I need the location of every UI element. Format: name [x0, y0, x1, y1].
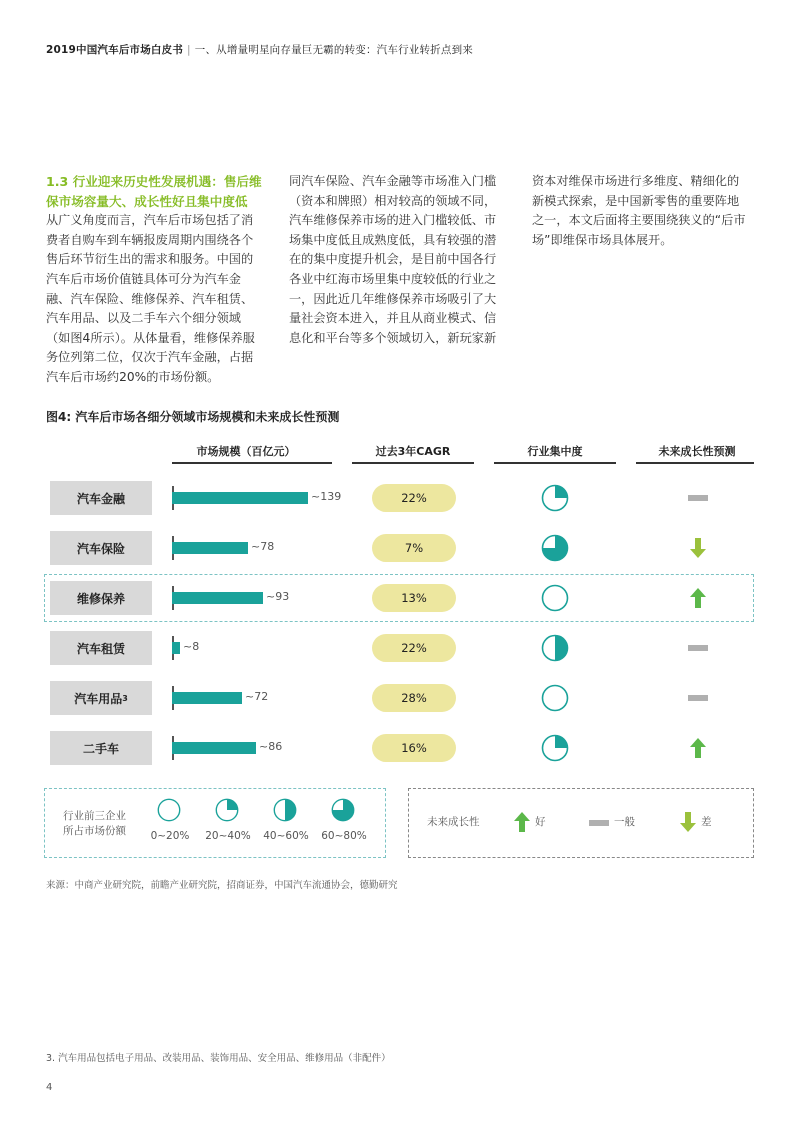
- row-label: [50, 531, 152, 565]
- arrow-down-icon: [689, 537, 707, 559]
- header-separator: |: [187, 44, 191, 56]
- market-size-bar: [172, 742, 256, 754]
- market-size-label: ~72: [245, 690, 269, 703]
- concentration-indicator: [541, 634, 569, 662]
- row-label-text: 汽车金融: [76, 491, 125, 506]
- row-label: [50, 481, 152, 515]
- header-underline: [172, 462, 332, 464]
- row-label-text: 汽车保险: [76, 541, 125, 556]
- arrow-up-icon: [513, 811, 531, 833]
- legend-growth-label: 未来成长性: [427, 816, 480, 828]
- market-size-label: ~93: [266, 590, 290, 603]
- legend-pie: [215, 798, 239, 822]
- legend-concentration-label-line1: 行业前三企业: [63, 810, 126, 822]
- column-2-paragraph: 同汽车保险、汽车金融等市场准入门槛（资本和牌照）相对较高的领域不同，汽车维修保养市场的进入门槛较低、市场集中度低且成熟度低，具有较强的潜在的集中度提升机会，是目前中国各行各业中红海市场里集中度较低的行业之一，因此近几年维修保养市场吸引了大量社会资本进入，并且从商业模式、信息化和平台等多个领域切入，新玩家新: [289, 174, 497, 345]
- row-label: [50, 581, 152, 615]
- figure-source: 来源：中商产业研究院，前瞻产业研究院，招商证券，中国汽车流通协会，德勤研究: [46, 880, 398, 891]
- header-concentration: 行业集中度: [527, 445, 583, 458]
- legend-concentration-label-line2: 所占市场份额: [63, 825, 126, 837]
- page-number: 4: [46, 1082, 53, 1093]
- cagr-pill: 7%: [372, 534, 456, 562]
- legend-average-label: 一般: [614, 816, 635, 828]
- legend-pie: [331, 798, 355, 822]
- concentration-indicator: [541, 484, 569, 512]
- pie-chart-icon: [541, 634, 569, 662]
- market-size-bar: [172, 592, 263, 604]
- running-header: [46, 42, 473, 57]
- pie-chart-icon: [541, 484, 569, 512]
- pie-chart-icon: [331, 798, 355, 822]
- text-column-1: [46, 172, 264, 388]
- legend-good-label: 好: [535, 816, 546, 828]
- pie-chart-icon: [541, 584, 569, 612]
- concentration-indicator: [541, 534, 569, 562]
- market-size-bar: [172, 542, 248, 554]
- legend-pie-label: 20~40%: [205, 830, 251, 842]
- market-size-label: ~139: [311, 490, 342, 503]
- arrow-up-icon: [689, 587, 707, 609]
- legend-growth: [408, 788, 754, 858]
- cagr-pill: 22%: [372, 634, 456, 662]
- pie-chart-icon: [541, 684, 569, 712]
- legend-poor-label: 差: [701, 816, 712, 828]
- cagr-pill: 13%: [372, 584, 456, 612]
- column-3-paragraph: 资本对维保市场进行多维度、精细化的新模式探索，是中国新零售的重要阵地之一，本文后面将主要围绕狭义的“后市场”即维保市场具体展开。: [532, 174, 746, 247]
- cagr-pill: 16%: [372, 734, 456, 762]
- header-underline: [494, 462, 616, 464]
- pie-chart-icon: [273, 798, 297, 822]
- legend-concentration-label: [63, 809, 126, 839]
- pie-chart-icon: [157, 798, 181, 822]
- legend-pie: [273, 798, 297, 822]
- concentration-indicator: [541, 734, 569, 762]
- market-size-label: ~8: [183, 640, 200, 653]
- text-column-3: [532, 172, 750, 250]
- flat-dash-icon: [688, 695, 708, 701]
- legend-pie-label: 40~60%: [263, 830, 309, 842]
- cagr-pill: 22%: [372, 484, 456, 512]
- row-label-text: 二手车: [82, 741, 119, 756]
- column-1-paragraph: 从广义角度而言，汽车后市场包括了消费者自购车到车辆报废周期内围绕各个售后环节衍生出的需求和服务。中国的汽车后市场价值链具体可分为汽车金融、汽车保险、维修保养、汽车租赁、汽车用品、以及二手车六个细分领域（如图4所示）。从体量看，维修保养服务位列第二位，仅次于汽车金融，占据汽车后市场约20%的市场份额。: [46, 213, 255, 384]
- flat-dash-icon: [589, 820, 609, 826]
- row-label-text: 汽车租赁: [76, 641, 125, 656]
- footnote-marker: 3: [122, 693, 128, 703]
- pie-chart-icon: [541, 534, 569, 562]
- market-size-bar: [172, 692, 242, 704]
- header-underline: [636, 462, 754, 464]
- document-title: 2019中国汽车后市场白皮书: [46, 44, 184, 56]
- market-size-label: ~78: [251, 540, 275, 553]
- section-title: 1.3 行业迎来历史性发展机遇：售后维保市场容量大、成长性好且集中度低: [46, 174, 262, 209]
- legend-pie-label: 0~20%: [150, 830, 190, 842]
- arrow-up-icon: [689, 737, 707, 759]
- market-size-bar: [172, 642, 180, 654]
- legend-pie: [157, 798, 181, 822]
- concentration-indicator: [541, 684, 569, 712]
- pie-chart-icon: [541, 734, 569, 762]
- figure-title: 图4: 汽车后市场各细分领域市场规模和未来成长性预测: [46, 410, 340, 424]
- flat-dash-icon: [688, 645, 708, 651]
- pie-chart-icon: [215, 798, 239, 822]
- header-market-size: 市场规模（百亿元）: [196, 445, 296, 458]
- legend-pie-label: 60~80%: [321, 830, 367, 842]
- row-label: [50, 681, 152, 715]
- cagr-pill: 28%: [372, 684, 456, 712]
- legend-concentration: [44, 788, 386, 858]
- header-underline: [352, 462, 474, 464]
- row-label: [50, 731, 152, 765]
- text-column-2: [289, 172, 507, 348]
- concentration-indicator: [541, 584, 569, 612]
- row-label: [50, 631, 152, 665]
- footnote: 3. 汽车用品包括电子用品、改装用品、装饰用品、安全用品、维修用品（非配件）: [46, 1053, 391, 1064]
- market-size-label: ~86: [259, 740, 283, 753]
- header-cagr: 过去3年CAGR: [375, 445, 451, 458]
- flat-dash-icon: [688, 495, 708, 501]
- row-label-text: 汽车用品: [74, 691, 123, 706]
- chapter-title: 一、从增量明星向存量巨无霸的转变：汽车行业转折点到来: [194, 44, 473, 56]
- arrow-down-icon: [679, 811, 697, 833]
- market-size-bar: [172, 492, 308, 504]
- header-growth: 未来成长性预测: [658, 445, 736, 458]
- row-label-text: 维修保养: [76, 591, 125, 606]
